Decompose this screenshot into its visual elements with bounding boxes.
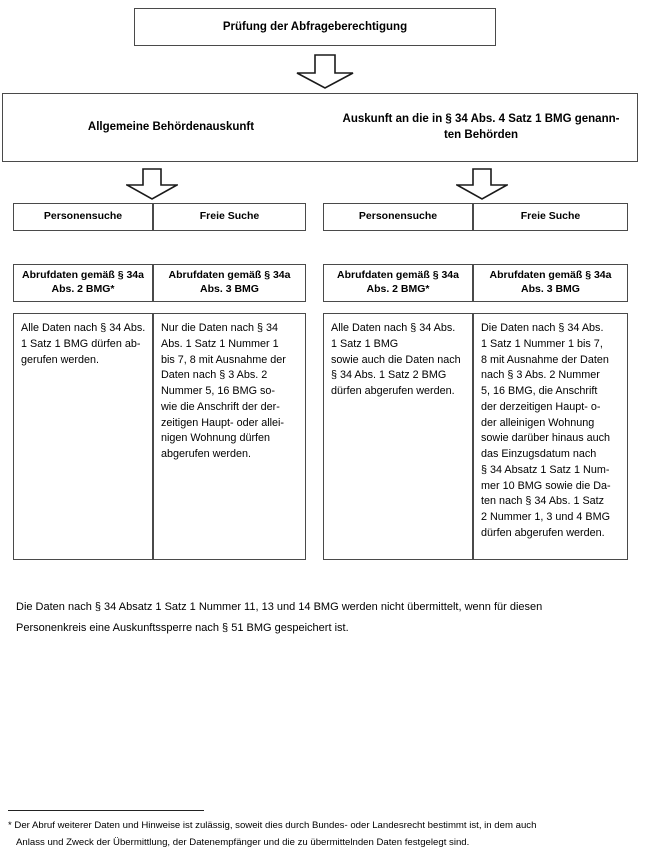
line-4: Daten nach § 3 Abs. 2: [161, 369, 268, 382]
content-abrufdaten-2: [153, 313, 306, 560]
header-abrufdaten-1-text: [17, 269, 149, 297]
header-abrufdaten-2-text: [157, 269, 302, 297]
line-11: mer 10 BMG sowie die Da-: [481, 479, 611, 492]
line-1: Die Daten nach § 34 Absatz 1 Satz 1 Nummer 11, 13 und 14 BMG werden nicht übermittelt, wenn für diesen: [16, 601, 543, 613]
line-7: der alleinigen Wohnung: [481, 416, 595, 429]
line-2: Abs. 2 BMG*: [51, 283, 115, 295]
header-abrufdaten-2: [153, 264, 306, 302]
line-2: Abs. 3 BMG: [200, 283, 259, 295]
content-abrufdaten-4: [473, 313, 628, 560]
auskunft-besondere-behoerden-label: [337, 112, 625, 143]
line-2: Abs. 2 BMG*: [366, 283, 430, 295]
line-2: 1 Satz 1 Nummer 1 bis 7,: [481, 337, 603, 350]
footnote-separator: [8, 810, 204, 811]
right-freie-suche-label: Freie Suche: [520, 210, 581, 223]
node-allgemeine-behoerdenauskunft: [21, 94, 321, 161]
line-2: ten Behörden: [443, 128, 519, 141]
line-3: gerufen werden.: [21, 353, 100, 366]
allgemeine-behoerdenauskunft-label: Allgemeine Behördenauskunft: [87, 120, 255, 133]
footnote: [8, 818, 648, 852]
down-arrow-icon: [296, 54, 354, 90]
line-12: ten nach § 34 Abs. 1 Satz: [481, 495, 605, 508]
header-abrufdaten-4: [473, 264, 628, 302]
line-6: der derzeitigen Haupt- o-: [481, 400, 601, 413]
header-abrufdaten-4-text: [477, 269, 624, 297]
header-abrufdaten-1: [13, 264, 153, 302]
header-abrufdaten-3: [323, 264, 473, 302]
node-pruefung-der-abfrageberechtigung: [134, 8, 496, 46]
line-1: Abrufdaten gemäß § 34a: [489, 269, 612, 282]
left-freie-suche-label: Freie Suche: [199, 210, 260, 223]
line-9: abgerufen werden.: [161, 448, 252, 460]
line-2: 1 Satz 1 BMG: [331, 337, 399, 350]
node-auskunft-besondere-behoerden: [333, 94, 629, 161]
down-arrow-icon-left: [126, 168, 178, 201]
line-1: Abrufdaten gemäß § 34a: [22, 269, 144, 282]
line-1: Auskunft an die in § 34 Abs. 4 Satz 1 BMG genann-: [342, 112, 620, 125]
line-1: * Der Abruf weiterer Daten und Hinweise ist zulässig, soweit dies durch Bundes- oder Landesrecht bestimmt ist, in dem auch: [8, 820, 537, 831]
line-2: Personenkreis eine Auskunftssperre nach § 51 BMG gespeichert ist.: [16, 622, 349, 635]
line-14: dürfen abgerufen werden.: [481, 526, 605, 539]
line-2: 1 Satz 1 BMG dürfen ab-: [21, 337, 141, 350]
line-4: § 34 Abs. 1 Satz 2 BMG: [331, 369, 447, 382]
line-9: das Einzugsdatum nach: [481, 448, 597, 460]
line-1: Die Daten nach § 34 Abs.: [481, 322, 604, 334]
bottom-note: [16, 597, 634, 640]
left-personensuche-label: Personensuche: [43, 210, 123, 223]
node-left-freie-suche: [153, 203, 306, 231]
line-3: sowie auch die Daten nach: [331, 353, 461, 366]
node-auskunftsarten: [2, 93, 638, 162]
line-8: sowie darüber hinaus auch: [481, 432, 611, 445]
down-arrow-icon-right: [456, 168, 508, 201]
line-1: Abrufdaten gemäß § 34a: [337, 269, 459, 282]
line-2: Abs. 3 BMG: [521, 283, 580, 295]
line-1: Nur die Daten nach § 34: [161, 322, 279, 334]
line-1: Alle Daten nach § 34 Abs.: [21, 322, 146, 334]
line-8: nigen Wohnung dürfen: [161, 432, 271, 445]
line-2: Anlass und Zweck der Übermittlung, der Datenempfänger und die zu übermittelnden Daten festgelegt sind.: [16, 836, 470, 848]
node-left-personensuche: [13, 203, 153, 231]
line-7: zeitigen Haupt- oder allei-: [161, 416, 285, 429]
line-1: Alle Daten nach § 34 Abs.: [331, 322, 456, 334]
line-5: Nummer 5, 16 BMG so-: [161, 385, 275, 397]
content-abrufdaten-3: [323, 313, 473, 560]
node-right-personensuche: [323, 203, 473, 231]
line-13: 2 Nummer 1, 3 und 4 BMG: [481, 511, 611, 523]
line-5: dürfen abgerufen werden.: [331, 385, 455, 397]
line-10: § 34 Absatz 1 Satz 1 Num-: [481, 463, 610, 476]
line-3: 8 mit Ausnahme der Daten: [481, 353, 609, 366]
node-right-freie-suche: [473, 203, 628, 231]
line-6: wie die Anschrift der der-: [161, 400, 280, 413]
line-1: Abrufdaten gemäß § 34a: [168, 269, 291, 282]
node-title-text: Prüfung der Abfrageberechtigung: [222, 20, 408, 33]
line-3: bis 7, 8 mit Ausnahme der: [161, 353, 286, 366]
right-personensuche-label: Personensuche: [358, 210, 438, 223]
content-abrufdaten-1: [13, 313, 153, 560]
header-abrufdaten-3-text: [327, 269, 469, 297]
line-2: Abs. 1 Satz 1 Nummer 1: [161, 337, 279, 350]
line-4: nach § 3 Abs. 2 Nummer: [481, 369, 600, 382]
line-5: 5, 16 BMG, die Anschrift: [481, 385, 598, 397]
